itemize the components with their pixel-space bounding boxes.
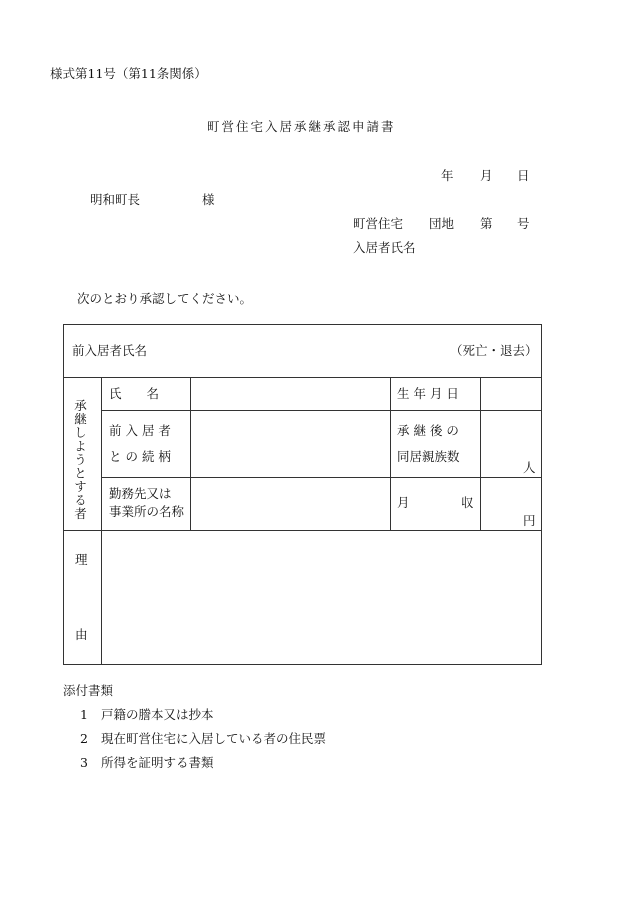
relation-label-line1: 前 入 居 者 bbox=[109, 423, 171, 438]
date-month-label: 月 bbox=[480, 168, 493, 183]
workplace-label-line2: 事業所の名称 bbox=[109, 504, 185, 519]
form-number: 様式第11号（第11条関係） bbox=[50, 66, 207, 81]
prev-resident-name-field[interactable] bbox=[160, 328, 440, 374]
applicant-dai-label: 第 bbox=[480, 216, 493, 231]
addressee-honorific: 様 bbox=[202, 192, 215, 207]
attachments-heading: 添付書類 bbox=[63, 683, 114, 698]
income-label-part1: 月 bbox=[397, 495, 410, 510]
after-household-label-line1: 承 継 後 の bbox=[397, 423, 459, 438]
attachment-number: 2 bbox=[80, 731, 88, 746]
date-year-label: 年 bbox=[441, 168, 454, 183]
attachment-text: 所得を証明する書類 bbox=[101, 755, 214, 770]
attachment-text: 現在町営住宅に入居している者の住民票 bbox=[101, 731, 327, 746]
reason-field[interactable] bbox=[102, 531, 541, 664]
birthdate-field[interactable] bbox=[481, 378, 541, 410]
workplace-field[interactable] bbox=[191, 478, 390, 530]
attachment-number: 3 bbox=[80, 755, 88, 770]
form-title: 町営住宅入居承継承認申請書 bbox=[207, 119, 396, 134]
reason-label-top: 理 bbox=[75, 552, 88, 567]
addressee-name: 明和町長 bbox=[90, 192, 141, 207]
person-unit: 人 bbox=[523, 460, 536, 475]
prev-resident-label: 前入居者氏名 bbox=[72, 343, 148, 358]
birthdate-label: 生 年 月 日 bbox=[397, 386, 459, 401]
prev-resident-reason: （死亡・退去） bbox=[450, 343, 538, 358]
successor-name-label: 氏 名 bbox=[109, 386, 160, 401]
attachment-text: 戸籍の謄本又は抄本 bbox=[101, 707, 214, 722]
income-label-part2: 収 bbox=[461, 495, 474, 510]
relation-label-line2: と の 続 柄 bbox=[109, 449, 171, 464]
successor-section-label: 承継しようとする者 bbox=[72, 399, 88, 521]
after-household-label-line2: 同居親族数 bbox=[397, 449, 460, 464]
request-text: 次のとおり承認してください。 bbox=[77, 291, 253, 306]
applicant-danchi-label: 団地 bbox=[429, 216, 455, 231]
reason-label-bottom: 由 bbox=[75, 627, 88, 642]
applicant-name-label: 入居者氏名 bbox=[353, 240, 416, 255]
relation-field[interactable] bbox=[191, 411, 390, 477]
workplace-label-line1: 勤務先又は bbox=[109, 486, 172, 501]
applicant-housing-label: 町営住宅 bbox=[353, 216, 404, 231]
attachment-number: 1 bbox=[80, 707, 88, 722]
yen-unit: 円 bbox=[523, 513, 536, 528]
date-day-label: 日 bbox=[517, 168, 530, 183]
successor-name-field[interactable] bbox=[191, 378, 390, 410]
applicant-go-label: 号 bbox=[517, 216, 530, 231]
